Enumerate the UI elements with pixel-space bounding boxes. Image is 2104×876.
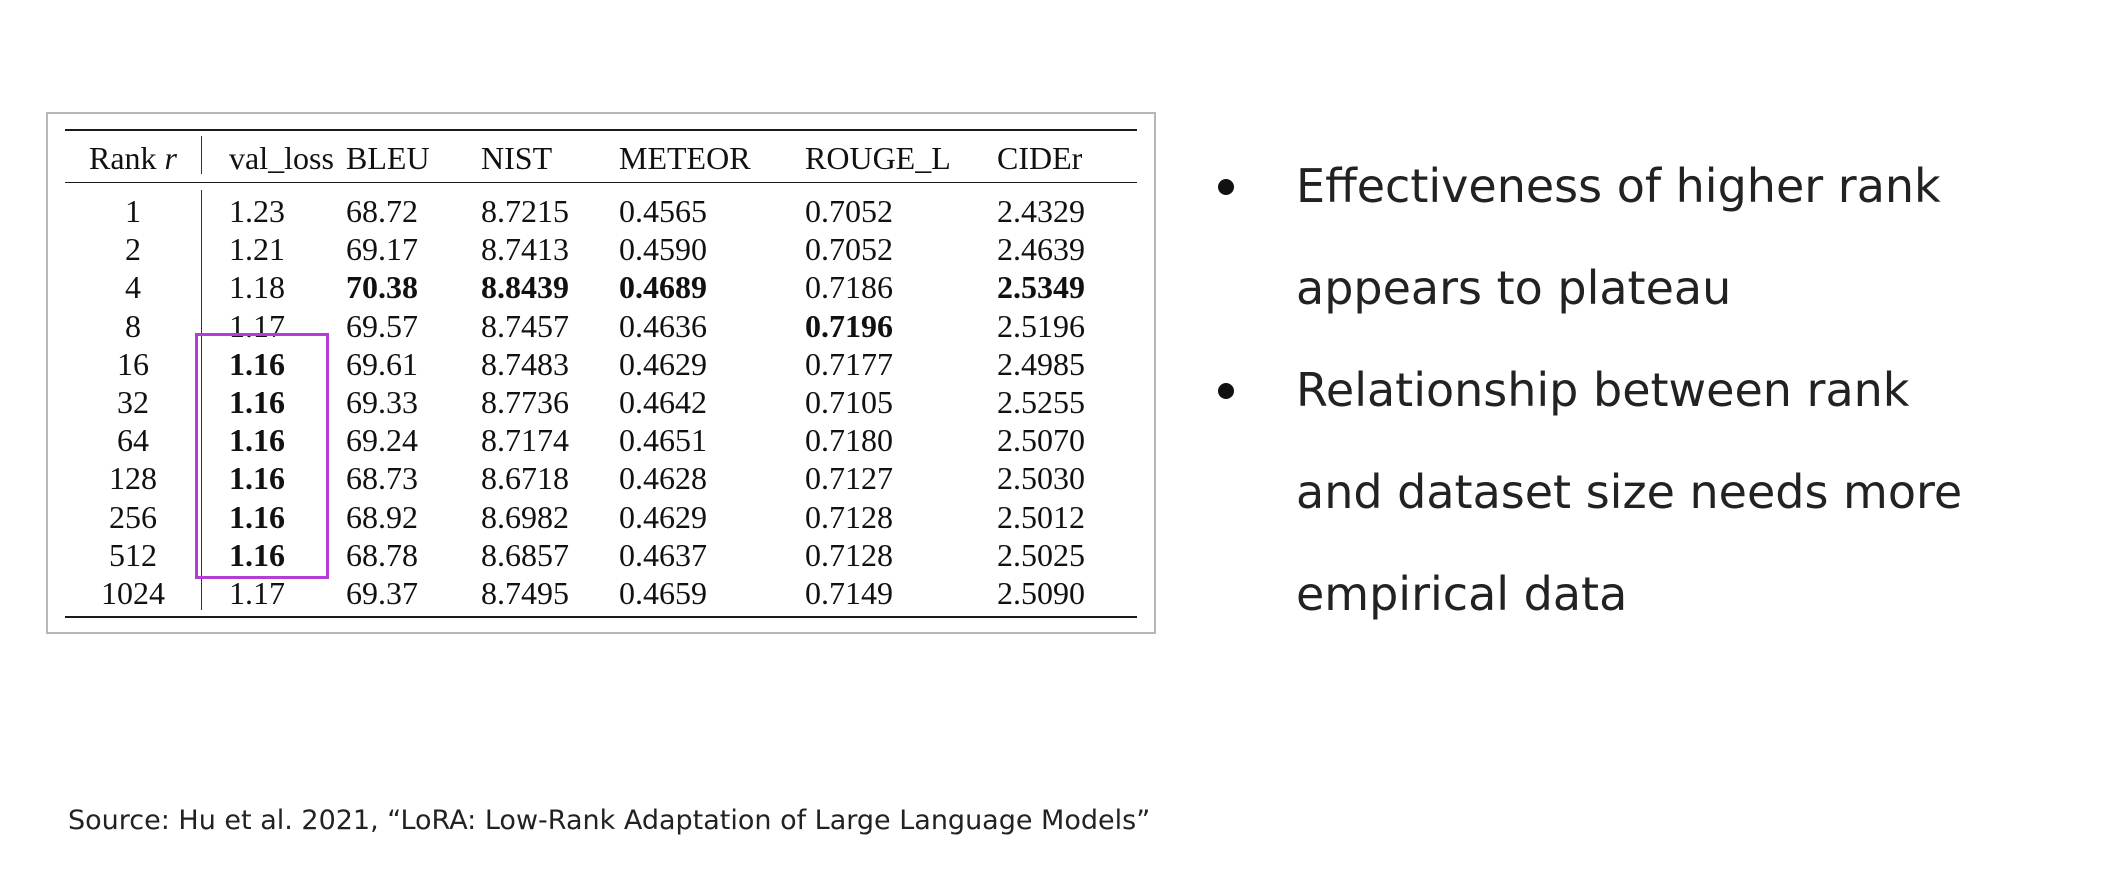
cell-cider: 2.5255 — [997, 384, 1085, 421]
cell-meteor: 0.4565 — [619, 193, 707, 230]
cell-val-loss-best: 1.16 — [229, 460, 285, 497]
bullet-text-line: and dataset size needs more — [1296, 465, 1963, 519]
cell-nist: 8.6982 — [481, 498, 569, 535]
bullet-text-line: appears to plateau — [1296, 261, 1732, 315]
cell-meteor: 0.4642 — [619, 384, 707, 421]
table-row — [65, 268, 1137, 306]
cell-rank: 512 — [109, 536, 157, 573]
cell-rank: 128 — [109, 460, 157, 497]
cell-cider: 2.4329 — [997, 193, 1085, 230]
cell-cider: 2.4639 — [997, 231, 1085, 268]
cell-val-loss-best: 1.16 — [229, 536, 285, 573]
cell-rouge-l: 0.7180 — [805, 422, 893, 459]
cell-cider: 2.5070 — [997, 422, 1085, 459]
cell-nist: 8.7215 — [481, 193, 569, 230]
cell-val-loss-best: 1.16 — [229, 422, 285, 459]
cell-rouge-l: 0.7052 — [805, 231, 893, 268]
cell-rouge-l: 0.7128 — [805, 536, 893, 573]
cell-nist: 8.6857 — [481, 536, 569, 573]
cell-bleu: 69.24 — [346, 422, 418, 459]
cell-meteor: 0.4629 — [619, 345, 707, 382]
cell-rouge-l-best: 0.7196 — [805, 307, 893, 344]
bullet-item — [1200, 339, 2080, 645]
table-row — [65, 574, 1137, 612]
cell-rouge-l: 0.7149 — [805, 574, 893, 611]
cell-nist: 8.7483 — [481, 345, 569, 382]
cell-meteor: 0.4629 — [619, 498, 707, 535]
cell-rank: 4 — [125, 269, 141, 306]
table-top-rule — [65, 129, 1137, 131]
table-bottom-rule — [65, 616, 1137, 618]
cell-val-loss-best: 1.16 — [229, 498, 285, 535]
cell-rank: 16 — [117, 345, 149, 382]
bullet-text-line: empirical data — [1296, 567, 1628, 621]
cell-val-loss-best: 1.16 — [229, 384, 285, 421]
cell-bleu: 69.37 — [346, 574, 418, 611]
takeaway-bullet-list — [1200, 135, 2080, 645]
cell-rank: 2 — [125, 231, 141, 268]
cell-cider: 2.5012 — [997, 498, 1085, 535]
cell-rank: 8 — [125, 307, 141, 344]
header-rank: Rank r — [89, 139, 177, 176]
cell-meteor: 0.4637 — [619, 536, 707, 573]
cell-rouge-l: 0.7052 — [805, 193, 893, 230]
cell-cider: 2.5090 — [997, 574, 1085, 611]
header-nist: NIST — [481, 139, 553, 176]
cell-rank: 32 — [117, 384, 149, 421]
cell-cider-best: 2.5349 — [997, 269, 1085, 306]
bullet-dot-icon — [1218, 179, 1234, 195]
cell-cider: 2.4985 — [997, 345, 1085, 382]
table-row — [65, 230, 1137, 268]
header-meteor: METEOR — [619, 139, 751, 176]
cell-val-loss: 1.17 — [229, 574, 285, 611]
cell-cider: 2.5025 — [997, 536, 1085, 573]
cell-bleu: 69.17 — [346, 231, 418, 268]
cell-meteor: 0.4636 — [619, 307, 707, 344]
cell-meteor: 0.4651 — [619, 422, 707, 459]
cell-bleu: 69.33 — [346, 384, 418, 421]
header-bleu: BLEU — [346, 139, 430, 176]
cell-bleu: 69.61 — [346, 345, 418, 382]
cell-rouge-l: 0.7186 — [805, 269, 893, 306]
table-row — [65, 182, 1137, 230]
cell-bleu-best: 70.38 — [346, 269, 418, 306]
cell-nist: 8.7457 — [481, 307, 569, 344]
cell-bleu: 68.78 — [346, 536, 418, 573]
cell-nist: 8.7736 — [481, 384, 569, 421]
header-cider: CIDEr — [997, 139, 1083, 176]
source-citation: Source: Hu et al. 2021, “LoRA: Low-Rank Adaptation of Large Language Models” — [68, 805, 1151, 836]
cell-meteor-best: 0.4689 — [619, 269, 707, 306]
cell-nist: 8.7413 — [481, 231, 569, 268]
cell-val-loss: 1.17 — [229, 307, 285, 344]
cell-rank: 1024 — [101, 574, 165, 611]
cell-rank: 256 — [109, 498, 157, 535]
cell-rouge-l: 0.7105 — [805, 384, 893, 421]
val-loss-plateau-highlight — [195, 333, 329, 579]
cell-val-loss: 1.18 — [229, 269, 285, 306]
header-rouge-l: ROUGE_L — [805, 139, 951, 176]
bullet-dot-icon — [1218, 383, 1234, 399]
cell-meteor: 0.4659 — [619, 574, 707, 611]
cell-val-loss: 1.23 — [229, 193, 285, 230]
cell-meteor: 0.4590 — [619, 231, 707, 268]
cell-bleu: 68.73 — [346, 460, 418, 497]
header-val-loss: val_loss — [229, 139, 334, 176]
cell-bleu: 68.92 — [346, 498, 418, 535]
cell-nist-best: 8.8439 — [481, 269, 569, 306]
cell-rouge-l: 0.7177 — [805, 345, 893, 382]
bullet-item — [1200, 135, 2080, 339]
cell-val-loss: 1.21 — [229, 231, 285, 268]
cell-nist: 8.6718 — [481, 460, 569, 497]
cell-rouge-l: 0.7127 — [805, 460, 893, 497]
cell-nist: 8.7174 — [481, 422, 569, 459]
cell-rank: 1 — [125, 193, 141, 230]
cell-rank: 64 — [117, 422, 149, 459]
cell-nist: 8.7495 — [481, 574, 569, 611]
cell-val-loss-best: 1.16 — [229, 345, 285, 382]
bullet-text-line: Effectiveness of higher rank — [1296, 159, 1941, 213]
cell-rouge-l: 0.7128 — [805, 498, 893, 535]
cell-cider: 2.5030 — [997, 460, 1085, 497]
table-header-row — [65, 134, 1137, 182]
bullet-text-line: Relationship between rank — [1296, 363, 1910, 417]
cell-cider: 2.5196 — [997, 307, 1085, 344]
cell-meteor: 0.4628 — [619, 460, 707, 497]
cell-bleu: 68.72 — [346, 193, 418, 230]
cell-bleu: 69.57 — [346, 307, 418, 344]
